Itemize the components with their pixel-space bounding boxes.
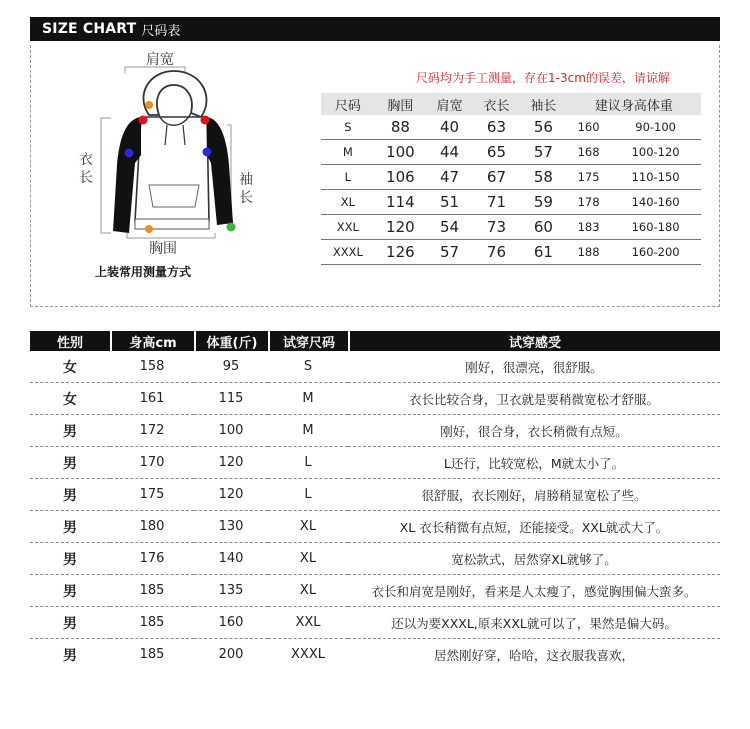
fit-row — [30, 511, 720, 543]
feedback-cell: 刚好，很合身，衣长稍微有点短。 — [348, 415, 720, 447]
height-cell: 158 — [110, 351, 194, 383]
gender-cell: 男 — [30, 543, 110, 575]
neck-point — [145, 101, 153, 109]
weight-cell: 135 — [194, 575, 268, 607]
label-sleeve-length: 袖长 — [239, 172, 253, 206]
weight-cell: 140-160 — [610, 190, 701, 215]
length-cell: 71 — [473, 190, 520, 215]
fit-table-header — [30, 331, 720, 351]
height-cell: 180 — [110, 511, 194, 543]
size-row — [321, 190, 701, 215]
hem-point — [145, 225, 153, 233]
size-chart-panel — [30, 45, 720, 307]
sleeve-cell: 57 — [520, 140, 567, 165]
weight-cell: 130 — [194, 511, 268, 543]
size-cell: S — [268, 351, 348, 383]
length-cell: 65 — [473, 140, 520, 165]
shoulder-cell: 47 — [426, 165, 473, 190]
feedback-cell: 衣长和肩宽是刚好，看来是人太瘦了，感觉胸围偏大蛮多。 — [348, 575, 720, 607]
size-cell: XXXL — [291, 647, 325, 662]
fit-row — [30, 447, 720, 479]
feedback-cell: 还以为要XXXL,原来XXL就可以了，果然是偏大码。 — [348, 607, 720, 639]
sleeve-cell: 61 — [520, 240, 567, 265]
figure-caption: 上装常用测量方式 — [95, 265, 192, 279]
height-cell: 172 — [110, 415, 194, 447]
height-cell: 175 — [110, 479, 194, 511]
fit-row — [30, 543, 720, 575]
feedback-cell: 居然刚好穿，哈哈，这衣服我喜欢， — [433, 647, 634, 663]
size-header-size: 尺码 — [321, 93, 375, 115]
height-cell: 170 — [110, 447, 194, 479]
feedback-cell: 宽松款式，居然穿XL就够了。 — [348, 543, 720, 575]
sleeve-cell: 58 — [520, 165, 567, 190]
fit-feedback-table — [30, 331, 720, 670]
gender-cell: 女 — [30, 383, 110, 415]
size-cell: XL — [268, 575, 348, 607]
gender-cell: 男 — [30, 607, 110, 639]
shoulder-point-left — [139, 116, 148, 125]
feedback-cell: 衣长比较合身，卫衣就是要稍微宽松才舒服。 — [348, 383, 720, 415]
size-header-shoulder: 肩宽 — [426, 93, 473, 115]
chest-cell: 120 — [375, 215, 426, 240]
size-cell: L — [321, 165, 375, 190]
label-shoulder-width: 肩宽 — [146, 52, 174, 68]
height-cell: 178 — [567, 190, 610, 215]
fit-row — [30, 639, 720, 670]
fit-header-feedback: 试穿感受 — [348, 331, 720, 351]
length-cell: 63 — [473, 115, 520, 140]
size-cell: S — [321, 115, 375, 140]
size-cell: M — [268, 383, 348, 415]
size-cell: M — [268, 415, 348, 447]
size-cell: L — [268, 479, 348, 511]
fit-header-gender: 性别 — [30, 331, 110, 351]
weight-cell: 90-100 — [610, 115, 701, 140]
weight-cell: 120 — [194, 479, 268, 511]
size-cell: M — [321, 140, 375, 165]
size-cell: XL — [321, 190, 375, 215]
size-row — [321, 165, 701, 190]
fit-row — [30, 479, 720, 511]
weight-cell: 100-120 — [610, 140, 701, 165]
weight-cell: 100 — [194, 415, 268, 447]
size-table — [321, 93, 701, 265]
length-cell: 67 — [473, 165, 520, 190]
chest-cell: 88 — [375, 115, 426, 140]
hoodie-measurement-figure — [31, 45, 281, 307]
armpit-point-left — [125, 149, 134, 158]
height-cell: 185 — [110, 607, 194, 639]
size-cell: XL — [268, 511, 348, 543]
cuff-point — [227, 223, 236, 232]
chest-cell: 114 — [375, 190, 426, 215]
size-cell: XXXL — [321, 240, 375, 265]
fit-header-height: 身高cm — [110, 331, 194, 351]
feedback-cell: 很舒服，衣长刚好，肩膀稍显宽松了些。 — [348, 479, 720, 511]
size-row — [321, 215, 701, 240]
label-body-length: 衣长 — [79, 152, 93, 186]
fit-row — [30, 575, 720, 607]
weight-cell: 160-200 — [610, 240, 701, 265]
size-cell: L — [268, 447, 348, 479]
fit-row — [30, 415, 720, 447]
size-row — [321, 115, 701, 140]
shoulder-cell: 57 — [426, 240, 473, 265]
height-cell: 175 — [567, 165, 610, 190]
gender-cell: 男 — [30, 447, 110, 479]
height-cell: 160 — [567, 115, 610, 140]
header-title-cn: 尺码表 — [141, 23, 181, 39]
measurement-note: 尺码均为手工测量，存在1-3cm的误差，请谅解 — [416, 71, 670, 85]
shoulder-cell: 51 — [426, 190, 473, 215]
height-cell: 188 — [567, 240, 610, 265]
gender-cell: 男 — [63, 647, 77, 664]
gender-cell: 男 — [30, 575, 110, 607]
fit-row — [30, 607, 720, 639]
label-chest: 胸围 — [149, 241, 177, 257]
sleeve-cell: 56 — [520, 115, 567, 140]
shoulder-cell: 40 — [426, 115, 473, 140]
weight-cell: 140 — [194, 543, 268, 575]
armpit-point-right — [203, 148, 212, 157]
length-cell: 73 — [473, 215, 520, 240]
sleeve-cell: 60 — [520, 215, 567, 240]
weight-cell: 160-180 — [610, 215, 701, 240]
size-cell: XXL — [268, 607, 348, 639]
size-header-chest: 胸围 — [375, 93, 426, 115]
length-cell: 76 — [473, 240, 520, 265]
weight-cell: 120 — [194, 447, 268, 479]
weight-cell: 115 — [194, 383, 268, 415]
shoulder-cell: 54 — [426, 215, 473, 240]
gender-cell: 男 — [30, 511, 110, 543]
weight-cell: 110-150 — [610, 165, 701, 190]
height-cell: 176 — [110, 543, 194, 575]
weight-cell: 200 — [218, 647, 244, 662]
gender-cell: 男 — [30, 415, 110, 447]
chest-cell: 100 — [375, 140, 426, 165]
shoulder-point-right — [201, 116, 210, 125]
size-row — [321, 240, 701, 265]
chest-cell: 106 — [375, 165, 426, 190]
chest-cell: 126 — [375, 240, 426, 265]
height-cell: 185 — [139, 647, 165, 662]
gender-cell: 男 — [30, 479, 110, 511]
size-chart-header — [30, 17, 720, 41]
height-cell: 168 — [567, 140, 610, 165]
feedback-cell: 刚好，很漂亮，很舒服。 — [348, 351, 720, 383]
size-table-header — [321, 93, 701, 115]
weight-cell: 95 — [194, 351, 268, 383]
gender-cell: 女 — [30, 351, 110, 383]
size-header-sleeve: 袖长 — [520, 93, 567, 115]
size-cell: XXL — [321, 215, 375, 240]
size-row — [321, 140, 701, 165]
size-header-length: 衣长 — [473, 93, 520, 115]
height-cell: 185 — [110, 575, 194, 607]
size-cell: XL — [268, 543, 348, 575]
fit-header-size: 试穿尺码 — [268, 331, 348, 351]
weight-cell: 160 — [194, 607, 268, 639]
height-cell: 161 — [110, 383, 194, 415]
fit-row — [30, 351, 720, 383]
header-title-en: SIZE CHART — [42, 21, 137, 37]
height-cell: 183 — [567, 215, 610, 240]
feedback-cell: XL 衣长稍微有点短，还能接受。XXL就忒大了。 — [348, 511, 720, 543]
size-header-recommend: 建议身高体重 — [567, 93, 701, 115]
fit-row — [30, 383, 720, 415]
shoulder-cell: 44 — [426, 140, 473, 165]
feedback-cell: L还行，比较宽松，M就太小了。 — [348, 447, 720, 479]
sleeve-cell: 59 — [520, 190, 567, 215]
fit-header-weight: 体重(斤) — [194, 331, 268, 351]
